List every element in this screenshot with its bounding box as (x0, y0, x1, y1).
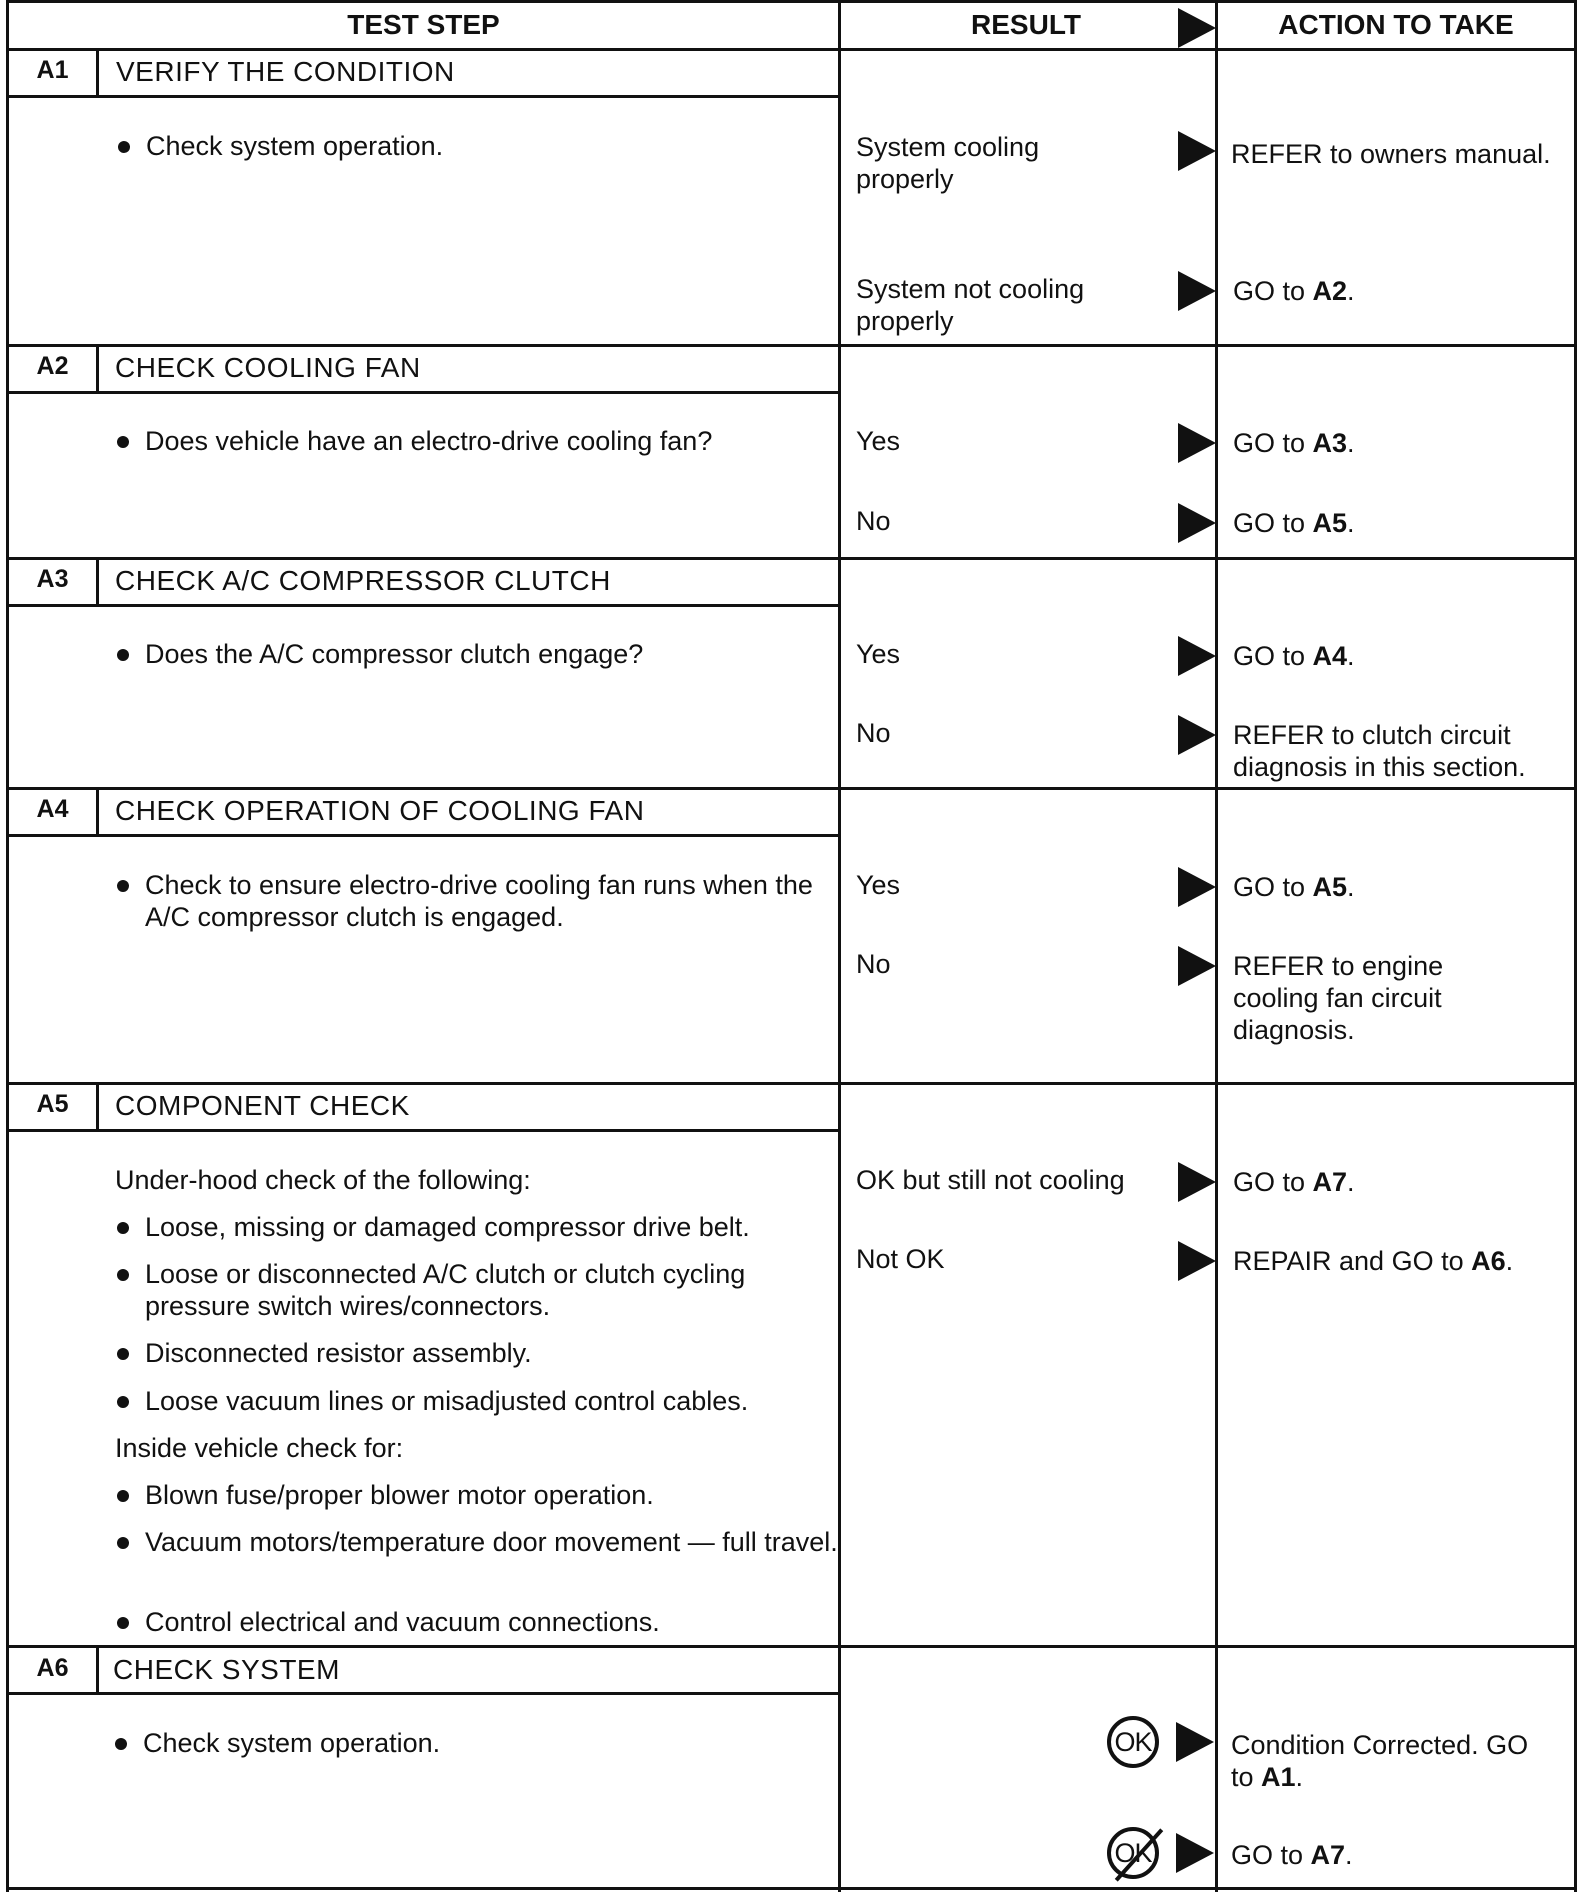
action-text-end: . (1347, 428, 1355, 458)
step-separator (6, 1645, 1577, 1648)
step-id: A2 (36, 352, 69, 380)
step-title: COMPONENT CHECK (115, 1090, 410, 1121)
action-step-reference: A6 (1471, 1246, 1506, 1276)
test-instruction: Blown fuse/proper blower motor operation. (115, 1479, 857, 1511)
step-id-divider (96, 1085, 99, 1131)
step-title: CHECK A/C COMPRESSOR CLUTCH (115, 565, 611, 596)
action-text-main: REFER to clutch circuit diagnosis in this section. (1233, 720, 1526, 782)
result-arrow-icon (1176, 1722, 1214, 1762)
action-text-end: . (1347, 872, 1355, 902)
result-label: System cooling properly (856, 132, 1040, 194)
action-text (1231, 1839, 1561, 1871)
action-text-main: GO to (1233, 276, 1313, 306)
step-title-underline (6, 604, 841, 607)
step-separator (6, 1082, 1577, 1085)
result-arrow-icon (1178, 715, 1216, 755)
action-text-main: GO to (1233, 508, 1313, 538)
step-title: CHECK COOLING FAN (115, 352, 421, 383)
action-text (1233, 427, 1563, 459)
action-text (1233, 719, 1569, 783)
action-text-end: . (1347, 276, 1355, 306)
test-instruction: Check system operation. (116, 130, 846, 162)
action-text (1233, 950, 1493, 1046)
action-text-main: REFER to owners manual. (1231, 139, 1551, 169)
step-id: A1 (36, 56, 69, 84)
action-text (1233, 871, 1563, 903)
step-separator (6, 787, 1577, 790)
action-text-main: GO to (1233, 872, 1313, 902)
action-text (1233, 1245, 1569, 1277)
action-step-reference: A7 (1312, 1167, 1348, 1197)
action-text-main: Condition Corrected. GO to (1231, 1730, 1529, 1792)
result-label: System not cooling properly (856, 274, 1085, 336)
step-title: VERIFY THE CONDITION (116, 56, 455, 87)
action-text (1233, 275, 1563, 307)
step-title-underline (6, 95, 841, 98)
step-title: CHECK SYSTEM (113, 1654, 340, 1685)
action-text (1233, 507, 1563, 539)
step-title-underline (6, 1692, 841, 1695)
result-arrow-icon (1178, 131, 1216, 171)
frame-bottom (6, 1887, 1577, 1890)
result-arrow-icon (1178, 946, 1216, 986)
step-id-divider (96, 560, 99, 606)
step-id: A5 (36, 1090, 69, 1118)
step-title: CHECK OPERATION OF COOLING FAN (115, 795, 645, 826)
step-separator (6, 344, 1577, 347)
action-text-end: . (1347, 1167, 1355, 1197)
action-text-end: . (1345, 1840, 1353, 1870)
step-id-divider (96, 51, 99, 97)
action-text (1233, 640, 1563, 672)
action-text-main: REPAIR and GO to (1233, 1246, 1472, 1276)
result-label: No (856, 506, 891, 536)
test-instruction: Control electrical and vacuum connections. (115, 1606, 857, 1638)
result-arrow-icon (1178, 423, 1216, 463)
action-text-main: GO to (1233, 641, 1313, 671)
action-step-reference: A5 (1312, 872, 1348, 902)
test-instruction: Loose vacuum lines or misadjusted control cables. (115, 1385, 857, 1417)
result-arrow-icon (1178, 636, 1216, 676)
step-id-divider (96, 347, 99, 393)
test-instruction-heading: Inside vehicle check for: (115, 1433, 404, 1463)
action-text-end: . (1347, 508, 1355, 538)
result-arrow-icon (1178, 1241, 1216, 1281)
action-text (1233, 1166, 1563, 1198)
step-id: A3 (36, 565, 69, 593)
result-label: No (856, 718, 891, 748)
test-instruction: Loose or disconnected A/C clutch or clutch cycling pressure switch wires/connectors. (115, 1258, 857, 1322)
result-label: No (856, 949, 891, 979)
action-text-end: . (1295, 1762, 1304, 1792)
frame-left (6, 0, 9, 1892)
not-ok-badge-label: OK (1114, 1838, 1152, 1868)
result-arrow-icon (1178, 1162, 1216, 1202)
step-separator (6, 557, 1577, 560)
action-step-reference: A3 (1312, 428, 1348, 458)
action-step-reference: A7 (1310, 1840, 1346, 1870)
result-label: OK but still not cooling (856, 1165, 1125, 1195)
action-text-end: . (1347, 641, 1355, 671)
frame-right (1574, 0, 1577, 1892)
result-arrow-icon (1176, 1833, 1214, 1873)
action-text (1231, 138, 1561, 170)
step-title-underline (6, 834, 841, 837)
not-ok-result-icon (1107, 1827, 1159, 1879)
result-label: Yes (856, 870, 901, 900)
header-action: ACTION TO TAKE (1278, 9, 1514, 40)
test-instruction: Does vehicle have an electro-drive cooling fan? (115, 425, 845, 457)
action-step-reference: A4 (1312, 641, 1348, 671)
step-id-divider (96, 1648, 99, 1694)
action-text-main: GO to (1233, 1167, 1313, 1197)
action-text-end: . (1505, 1246, 1514, 1276)
action-text-main: GO to (1233, 428, 1313, 458)
header-underline (6, 48, 1577, 51)
result-arrow-icon (1178, 271, 1216, 311)
header-result: RESULT (971, 9, 1081, 40)
test-instruction: Vacuum motors/temperature door movement — full travel. (115, 1526, 857, 1558)
test-instruction-heading: Under-hood check of the following: (115, 1165, 531, 1195)
result-arrow-icon (1178, 503, 1216, 543)
result-label: Not OK (856, 1244, 945, 1274)
test-instruction: Loose, missing or damaged compressor drive belt. (115, 1211, 857, 1243)
action-text-main: REFER to engine cooling fan circuit diagnosis. (1233, 951, 1444, 1045)
test-instruction: Disconnected resistor assembly. (115, 1337, 857, 1369)
action-step-reference: A1 (1261, 1762, 1296, 1792)
action-step-reference: A5 (1312, 508, 1348, 538)
test-instruction: Check to ensure electro-drive cooling fan runs when the A/C compressor clutch is engaged. (115, 869, 857, 933)
header-arrow-icon (1178, 8, 1216, 48)
header-test-step: TEST STEP (347, 9, 500, 40)
step-title-underline (6, 1129, 841, 1132)
step-id: A6 (36, 1654, 69, 1682)
result-arrow-icon (1178, 867, 1216, 907)
step-id-divider (96, 790, 99, 836)
step-id: A4 (36, 795, 69, 823)
action-text (1231, 1729, 1531, 1793)
step-title-underline (6, 391, 841, 394)
ok-result-icon: OK (1107, 1716, 1159, 1768)
result-label: Yes (856, 639, 901, 669)
action-step-reference: A2 (1312, 276, 1348, 306)
test-instruction: Does the A/C compressor clutch engage? (115, 638, 845, 670)
test-instruction: Check system operation. (113, 1727, 843, 1759)
result-label: Yes (856, 426, 901, 456)
action-text-main: GO to (1231, 1840, 1311, 1870)
